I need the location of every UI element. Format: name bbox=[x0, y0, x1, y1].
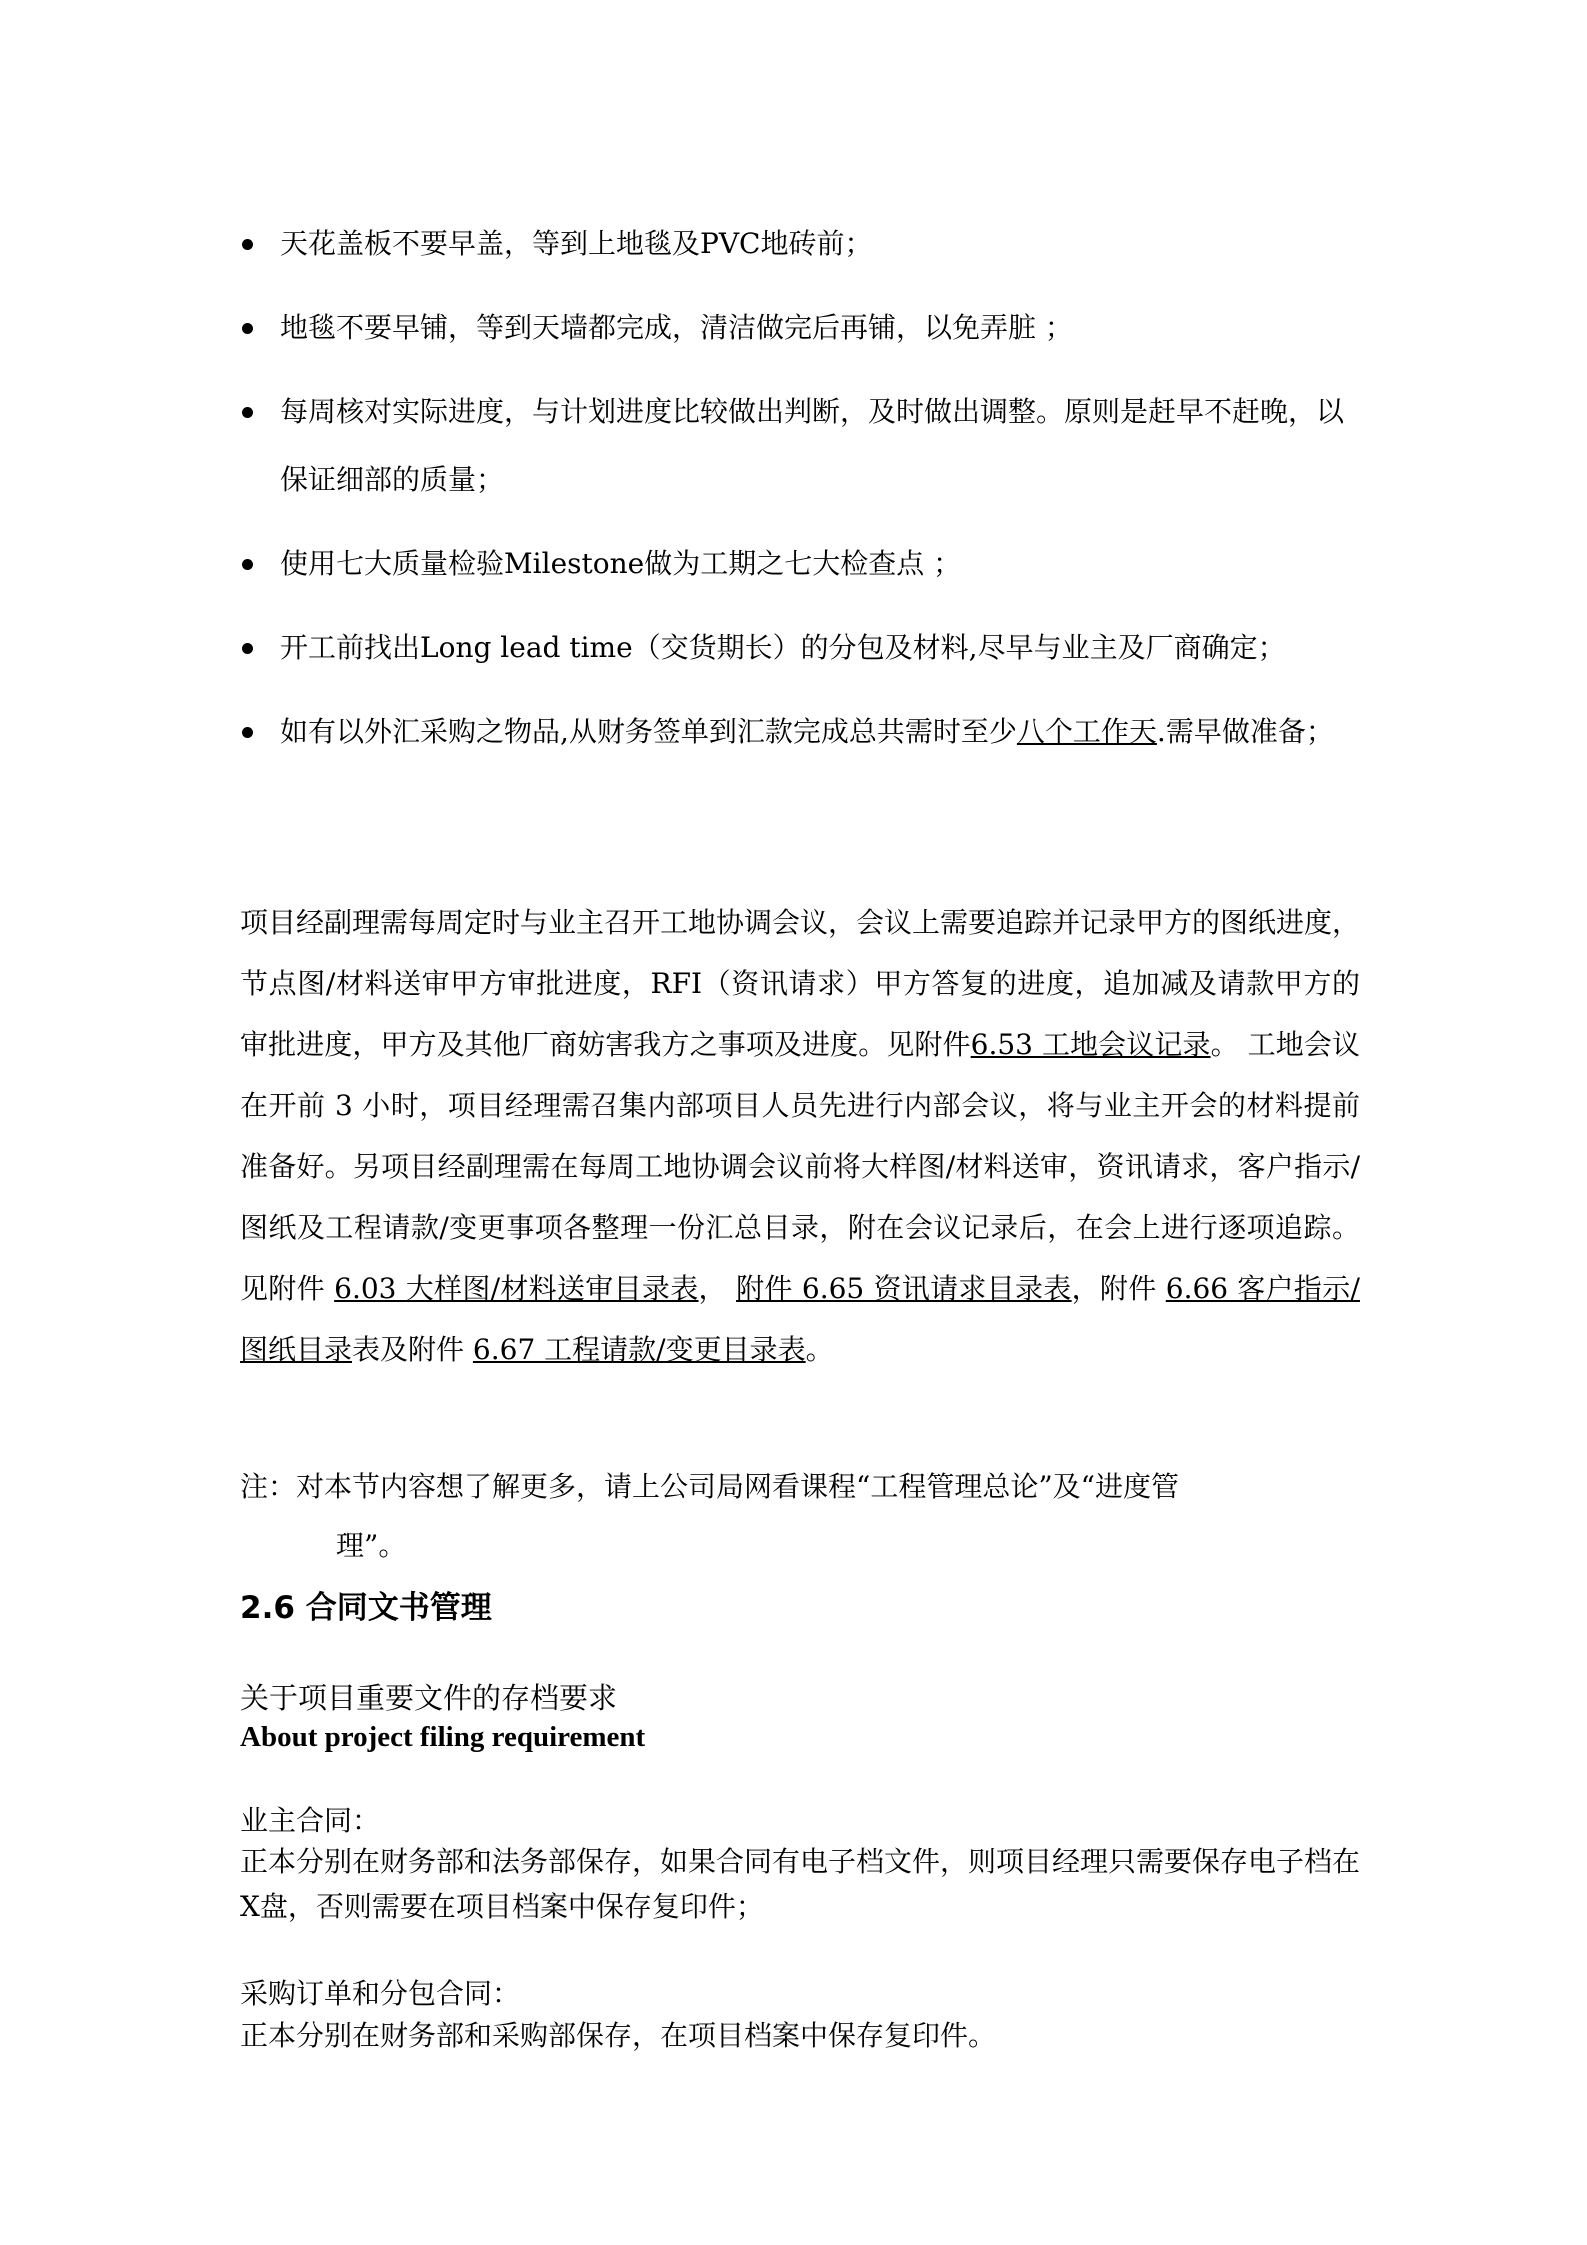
note-line-2: 理”。 bbox=[336, 1529, 407, 1562]
bullet-text-underlined: 八个工作天 bbox=[1016, 715, 1157, 748]
bullet-list bbox=[240, 210, 1360, 782]
note-line-1: 注：对本节内容想了解更多，请上公司局网看课程“工程管理总论”及“进度管 bbox=[240, 1470, 1179, 1503]
bullet-dot-icon bbox=[242, 559, 253, 570]
section-heading: 2.6 合同文书管理 bbox=[240, 1590, 492, 1626]
bullet-text: 使用七大质量检验Milestone做为工期之七大检查点 ； bbox=[280, 547, 962, 580]
paragraph-text: 表及附件 bbox=[352, 1333, 473, 1366]
bullet-dot-icon bbox=[242, 239, 253, 250]
paragraph-text: 。 bbox=[805, 1333, 834, 1366]
bullet-item bbox=[240, 530, 1360, 598]
owner-contract-title: 业主合同： bbox=[240, 1804, 381, 1837]
bullet-dot-icon bbox=[242, 323, 253, 334]
bullet-text: 开工前找出Long lead time（交货期长）的分包及材料,尽早与业主及厂商确定； bbox=[280, 631, 1286, 664]
bullet-item bbox=[240, 378, 1360, 514]
attachment-link-shop-drawing[interactable]: 6.03 大样图/材料送审目录表 bbox=[334, 1272, 699, 1305]
attachment-link-site-meeting[interactable]: 6.53 工地会议记录 bbox=[970, 1028, 1211, 1061]
bullet-text-after: .需早做准备； bbox=[1156, 715, 1334, 748]
owner-contract-body: 正本分别在财务部和法务部保存，如果合同有电子档文件，则项目经理只需要保存电子档在X盘，否则需要在项目档案中保存复印件； bbox=[240, 1845, 1361, 1923]
attachment-link-payment[interactable]: 6.67 工程请款/变更目录表 bbox=[472, 1333, 806, 1366]
attachment-link-rfi[interactable]: 附件 6.65 资讯请求目录表 bbox=[736, 1272, 1072, 1305]
bullet-dot-icon bbox=[242, 727, 253, 738]
bullet-text: 天花盖板不要早盖，等到上地毯及PVC地砖前； bbox=[280, 227, 873, 260]
bullet-text-before: 如有以外汇采购之物品,从财务签单到汇款完成总共需时至少 bbox=[280, 715, 1017, 748]
note-block bbox=[240, 1457, 1360, 1575]
purchase-order-title: 采购订单和分包合同： bbox=[240, 1977, 521, 2010]
bullet-item bbox=[240, 294, 1360, 362]
subheading-cn: 关于项目重要文件的存档要求 bbox=[240, 1681, 618, 1715]
bullet-item bbox=[240, 614, 1360, 682]
bullet-dot-icon bbox=[242, 643, 253, 654]
attachment-link-client-instruction[interactable]: 6.66 客户指示/图纸目录 bbox=[240, 1272, 1360, 1366]
bullet-dot-icon bbox=[242, 407, 253, 418]
subheading-en: About project filing requirement bbox=[240, 1721, 646, 1753]
bullet-item bbox=[240, 698, 1360, 766]
purchase-order-body: 正本分别在财务部和采购部保存，在项目档案中保存复印件。 bbox=[240, 2019, 997, 2052]
paragraph-text: 项目经副理需每周定时与业主召开工地协调会议，会议上需要追踪并记录甲方的图纸进度，节点图/材料送审甲方审批进度，RFI（资讯请求）甲方答复的进度，追加减及请款甲方的审批进度，甲方及其他厂商妨害我方之事项及进度。见附件 bbox=[240, 906, 1361, 1061]
bullet-text: 地毯不要早铺，等到天墙都完成，清洁做完后再铺，以免弄脏 ； bbox=[280, 311, 1073, 344]
bullet-item bbox=[240, 210, 1360, 278]
paragraph-text: ，附件 bbox=[1071, 1272, 1166, 1305]
paragraph-text: 。 工地会议在开前 3 小时，项目经理需召集内部项目人员先进行内部会议，将与业主开会的材料提前准备好。另项目经副理需在每周工地协调会议前将大样图/材料送审，资讯请求，客户指示/图纸及工程请款/变更事项各整理一份汇总目录，附在会议记录后，在会上进行逐项追踪。见附件 bbox=[240, 1028, 1360, 1305]
meeting-paragraph bbox=[240, 892, 1360, 1380]
bullet-text: 每周核对实际进度，与计划进度比较做出判断，及时做出调整。原则是赶早不赶晚，以保证细部的质量； bbox=[280, 395, 1345, 496]
paragraph-text: ， bbox=[698, 1272, 737, 1305]
